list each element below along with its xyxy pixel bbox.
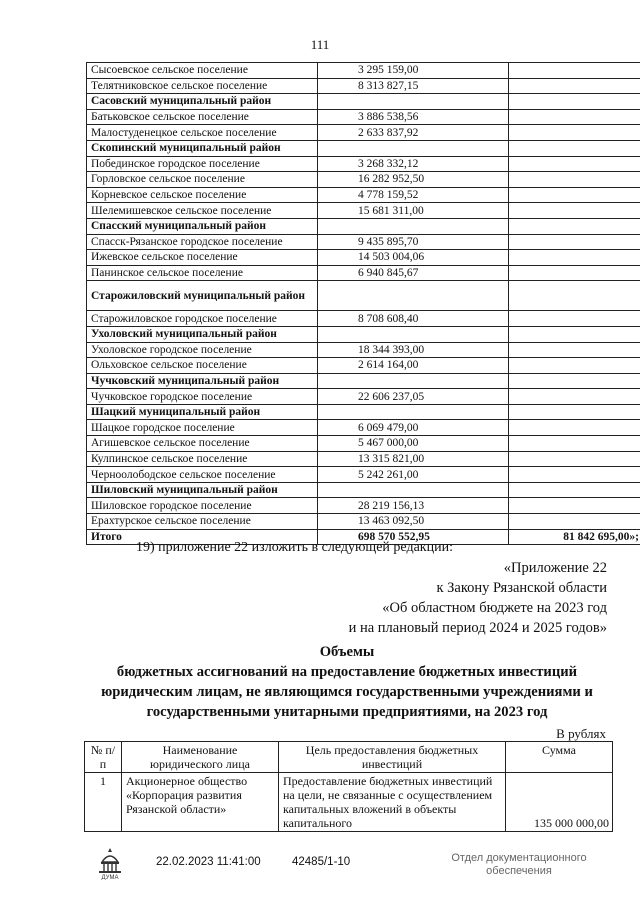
amount-2023: 3 295 159,00 xyxy=(318,63,509,79)
settlement-name: Старожиловский муниципальный район xyxy=(87,281,318,311)
amount-extra xyxy=(509,78,640,94)
settlement-name: Шиловское городское поселение xyxy=(87,498,318,514)
settlement-row xyxy=(87,342,640,358)
amount-2023: 8 313 827,15 xyxy=(318,78,509,94)
amount-2023 xyxy=(318,326,509,342)
amount-extra xyxy=(509,326,640,342)
amount-2023: 5 467 000,00 xyxy=(318,436,509,452)
amount-extra xyxy=(509,482,640,498)
amount-2023: 3 268 332,12 xyxy=(318,156,509,172)
amount-extra xyxy=(509,420,640,436)
settlement-row xyxy=(87,451,640,467)
header-num: № п/п xyxy=(85,742,122,773)
settlement-name: Побединское городское поселение xyxy=(87,156,318,172)
amount-2023: 9 435 895,70 xyxy=(318,234,509,250)
settlement-row xyxy=(87,358,640,374)
footer-date: 22.02.2023 11:41:00 xyxy=(156,856,261,868)
investment-row xyxy=(85,773,613,832)
amount-extra xyxy=(509,250,640,266)
appendix-line: и на плановый период 2024 и 2025 годов» xyxy=(348,620,607,636)
amount-2023: 4 778 159,52 xyxy=(318,187,509,203)
amount-2023: 15 681 311,00 xyxy=(318,203,509,219)
district-header-row xyxy=(87,218,640,234)
title-line: юридическим лицам, не являющимся государственными учреждениями и xyxy=(101,684,593,700)
settlement-name: Ижевское сельское поселение xyxy=(87,250,318,266)
amount-2023 xyxy=(318,140,509,156)
amount-extra xyxy=(509,94,640,110)
settlement-row xyxy=(87,63,640,79)
district-header-row xyxy=(87,140,640,156)
appendix-line: «Приложение 22 xyxy=(503,560,607,576)
row-sum: 135 000 000,00 xyxy=(506,773,613,832)
amount-2023: 22 606 237,05 xyxy=(318,389,509,405)
amount-extra xyxy=(509,265,640,281)
settlement-name: Шелемишевское сельское поселение xyxy=(87,203,318,219)
amount-2023: 6 940 845,67 xyxy=(318,265,509,281)
amount-2023: 16 282 952,50 xyxy=(318,172,509,188)
settlement-name: Кулпинское сельское поселение xyxy=(87,451,318,467)
district-header-row xyxy=(87,482,640,498)
settlement-name: Малостуденецкое сельское поселение xyxy=(87,125,318,141)
amount-extra xyxy=(509,389,640,405)
footer-department: Отдел документационного обеспечения xyxy=(451,852,587,877)
duma-logo-icon xyxy=(96,846,124,880)
settlement-name: Шиловский муниципальный район xyxy=(87,482,318,498)
amount-2023 xyxy=(318,482,509,498)
appendix-line: «Об областном бюджете на 2023 год xyxy=(382,600,607,616)
district-header-row xyxy=(87,281,640,311)
settlement-row xyxy=(87,203,640,219)
amount-extra xyxy=(509,358,640,374)
amount-extra xyxy=(509,218,640,234)
settlement-name: Черноолободское сельское поселение xyxy=(87,467,318,483)
settlement-row xyxy=(87,187,640,203)
settlement-row xyxy=(87,467,640,483)
document-title xyxy=(84,642,610,722)
amount-extra xyxy=(509,467,640,483)
settlement-row xyxy=(87,436,640,452)
amount-2023 xyxy=(318,218,509,234)
settlement-row xyxy=(87,125,640,141)
settlement-name: Шацкий муниципальный район xyxy=(87,404,318,420)
row-name: Акционерное общество «Корпорация развития Рязанской области» xyxy=(122,773,279,832)
amount-extra xyxy=(509,203,640,219)
settlement-name: Чучковский муниципальный район xyxy=(87,373,318,389)
settlement-row xyxy=(87,250,640,266)
appendix-reference xyxy=(349,558,607,638)
settlement-name: Ухоловский муниципальный район xyxy=(87,326,318,342)
instruction-text: 19) приложение 22 изложить в следующей редакции: xyxy=(136,540,453,555)
settlement-row xyxy=(87,420,640,436)
footer-code: 42485/1-10 xyxy=(292,856,351,868)
amount-2023 xyxy=(318,373,509,389)
amount-2023: 14 503 004,06 xyxy=(318,250,509,266)
amount-extra xyxy=(509,404,640,420)
amount-extra: 81 842 695,00»; xyxy=(509,529,640,545)
settlement-name: Старожиловское городское поселение xyxy=(87,311,318,327)
header-goal: Цель предоставления бюджетных инвестиций xyxy=(279,742,506,773)
settlement-name: Телятниковское сельское поселение xyxy=(87,78,318,94)
row-num: 1 xyxy=(85,773,122,832)
amount-extra xyxy=(509,187,640,203)
settlement-row xyxy=(87,389,640,405)
district-header-row xyxy=(87,404,640,420)
settlement-name: Итого xyxy=(87,529,318,545)
amount-extra xyxy=(509,109,640,125)
settlement-name: Панинское сельское поселение xyxy=(87,265,318,281)
budget-table-body xyxy=(87,63,640,545)
settlement-row xyxy=(87,498,640,514)
settlement-row xyxy=(87,265,640,281)
settlement-name: Ерахтурское сельское поселение xyxy=(87,514,318,530)
amount-2023: 2 614 164,00 xyxy=(318,358,509,374)
title-line: государственными унитарными предприятиями, на 2023 год xyxy=(146,704,548,720)
amount-2023: 13 315 821,00 xyxy=(318,451,509,467)
amount-2023: 28 219 156,13 xyxy=(318,498,509,514)
settlement-name: Батьковское сельское поселение xyxy=(87,109,318,125)
settlement-name: Шацкое городское поселение xyxy=(87,420,318,436)
row-goal: Предоставление бюджетных инвестиций на цели, не связанные с осуществлением капитальных вложений в объекты капитального xyxy=(279,773,506,832)
amount-extra xyxy=(509,514,640,530)
amount-extra xyxy=(509,234,640,250)
settlement-name: Сысоевское сельское поселение xyxy=(87,63,318,79)
amount-extra xyxy=(509,342,640,358)
amount-2023 xyxy=(318,404,509,420)
amount-extra xyxy=(509,311,640,327)
header-sum: Сумма xyxy=(506,742,613,773)
settlement-name: Агишевское сельское поселение xyxy=(87,436,318,452)
settlement-row xyxy=(87,514,640,530)
settlement-name: Чучковское городское поселение xyxy=(87,389,318,405)
settlement-name: Горловское сельское поселение xyxy=(87,172,318,188)
amount-extra xyxy=(509,125,640,141)
amount-2023 xyxy=(318,94,509,110)
settlement-name: Корневское сельское поселение xyxy=(87,187,318,203)
investment-table xyxy=(84,741,613,832)
title-line: бюджетных ассигнований на предоставление бюджетных инвестиций xyxy=(116,664,578,680)
appendix-line: к Закону Рязанской области xyxy=(436,580,607,596)
settlement-name: Скопинский муниципальный район xyxy=(87,140,318,156)
units-label: В рублях xyxy=(556,726,606,741)
settlement-name: Сасовский муниципальный район xyxy=(87,94,318,110)
amount-extra xyxy=(509,373,640,389)
settlement-name: Ольховское сельское поселение xyxy=(87,358,318,374)
amount-extra xyxy=(509,281,640,311)
settlement-row xyxy=(87,234,640,250)
amount-extra xyxy=(509,63,640,79)
title-line: Объемы xyxy=(319,644,375,660)
investment-table-header xyxy=(85,742,613,773)
settlement-name: Спасский муниципальный район xyxy=(87,218,318,234)
settlement-row xyxy=(87,109,640,125)
amount-2023: 18 344 393,00 xyxy=(318,342,509,358)
settlement-name: Спасск-Рязанское городское поселение xyxy=(87,234,318,250)
district-header-row xyxy=(87,94,640,110)
amount-extra xyxy=(509,451,640,467)
settlement-row xyxy=(87,311,640,327)
settlement-row xyxy=(87,156,640,172)
amount-extra xyxy=(509,156,640,172)
district-header-row xyxy=(87,326,640,342)
amount-extra xyxy=(509,436,640,452)
amount-2023 xyxy=(318,281,509,311)
district-header-row xyxy=(87,373,640,389)
header-name: Наименование юридического лица xyxy=(122,742,279,773)
settlement-row xyxy=(87,172,640,188)
settlement-row xyxy=(87,78,640,94)
amount-2023: 5 242 261,00 xyxy=(318,467,509,483)
amount-2023: 2 633 837,92 xyxy=(318,125,509,141)
amount-2023: 3 886 538,56 xyxy=(318,109,509,125)
settlement-name: Ухоловское городское поселение xyxy=(87,342,318,358)
budget-table xyxy=(86,62,640,545)
amount-extra xyxy=(509,172,640,188)
amount-2023: 8 708 608,40 xyxy=(318,311,509,327)
amount-2023: 13 463 092,50 xyxy=(318,514,509,530)
page-number: 111 xyxy=(310,37,330,52)
logo-text: ДУМА xyxy=(101,875,119,880)
amount-extra xyxy=(509,140,640,156)
amount-2023: 698 570 552,95 xyxy=(318,529,509,545)
amount-extra xyxy=(509,498,640,514)
amount-2023: 6 069 479,00 xyxy=(318,420,509,436)
